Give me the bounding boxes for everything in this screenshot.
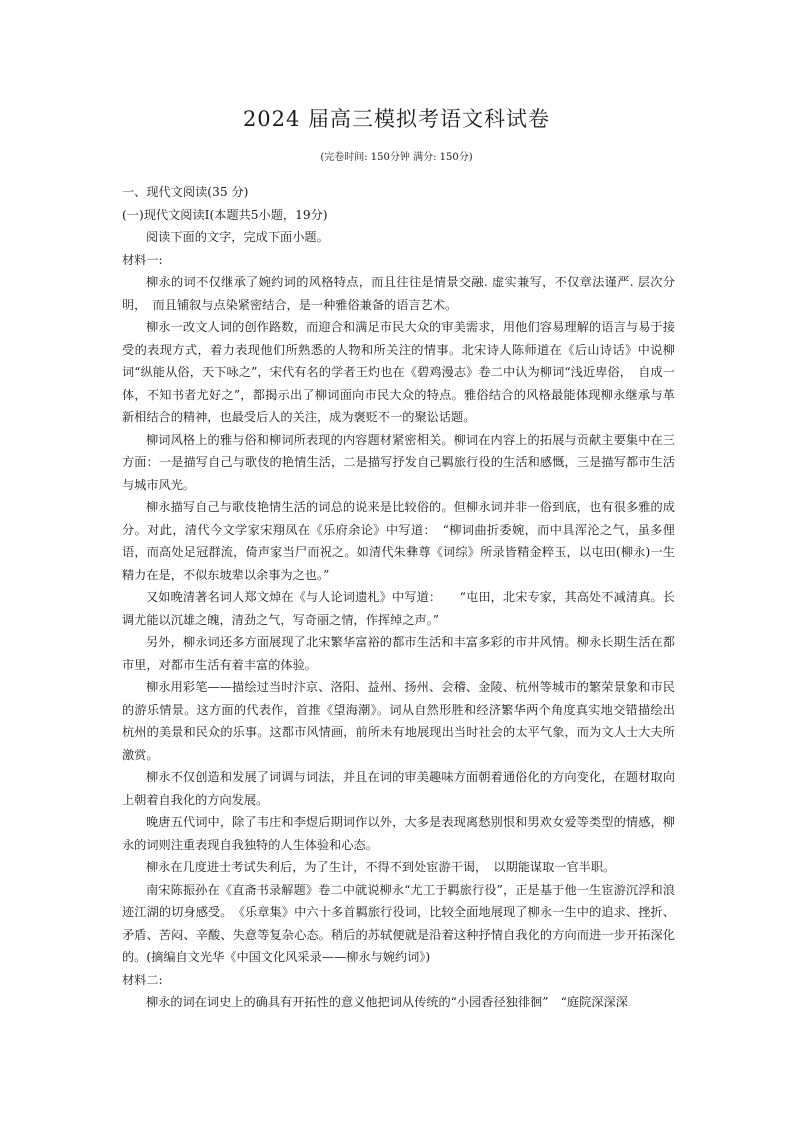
paragraph: 柳永的词不仅继承了婉约词的风格特点，而且往往是情景交融. 虚实兼写，不仅章法谨严. 层次分明， 而且铺叙与点染紧密结合，是一种雅俗兼备的语言艺术。 <box>122 275 675 312</box>
document-body <box>122 181 675 1014</box>
paragraph: 柳词风格上的雅与俗和柳词所表现的内容题材紧密相关。柳词在内容上的拓展与贡献主要集中在三方面：一是描写自己与歌伎的艳情生活，二是描写抒发自己羁旅行役的生活和感慨，三是描写都市生活与城市风光。 <box>122 432 675 492</box>
paragraph: 另外，柳永词还多方面展现了北宋繁华富裕的都市生活和丰富多彩的市井风情。柳永长期生活在都市里，对都市生活有着丰富的体验。 <box>122 635 675 672</box>
subsection-heading: (一)现代文阅读Ⅰ(本题共5小题，19分) <box>122 207 328 222</box>
paragraph: 柳永在几度进士考试失利后，为了生计，不得不到处宦游干谒， 以期能谋取一官半职。 <box>146 860 616 874</box>
exam-time-info: (完卷时间: 150分钟 满分: 150分) <box>320 152 473 163</box>
section-heading: 一、现代文阅读(35 分) <box>122 185 249 199</box>
paragraph: 柳永的词在词史上的确具有开拓性的意义他把词从传统的“小园香径独徘徊” “庭院深深深 <box>146 995 628 1009</box>
instruction: 阅读下面的文字，完成下面小题。 <box>146 230 329 244</box>
paragraph: 南宋陈振孙在《直斋书录解题》卷二中就说柳永“尤工于羁旅行役”，正是基于他一生宦游沉浮和浪迹江湖的切身感受。 《乐章集》中六十多首羁旅行役词，比较全面地展现了柳永一生中的追求、挫折、矛盾、苦闷、辛酸、失意等复杂心态。稍后的苏轼便就是沿着这种抒情自我化的方向而进一步开拓深化的。(摘编自文光华《中国文化风采录——柳永与婉约词》) <box>122 882 675 964</box>
paragraph: 柳永描写自己与歌伎艳情生活的词总的说来是比较俗的。但柳永词并非一俗到底，也有很多雅的成分。对此，清代今文学家宋翔凤在《乐府余论》中写道： “柳词曲折委婉，而中具浑沦之气，虽多俚语，而高处足冠群流，倚声家当尸而祝之。如清代朱彝尊《词综》所录皆精金粹玉，以屯田(柳永)一生精力在是，不似东坡辈以余事为之也。” <box>122 500 675 582</box>
material-label: 材料二: <box>122 972 163 987</box>
paragraph: 柳永一改文人词的创作路数，而迎合和满足市民大众的审美需求，用他们容易理解的语言与易于接受的表现方式，着力表现他们所熟悉的人物和所关注的情事。北宋诗人陈师道在《后山诗话》中说柳词“纵能从俗，天下咏之”，宋代有名的学者王灼也在《碧鸡漫志》卷二中认为柳词“浅近卑俗， 自成一体，不知书者尤好之”，都揭示出了柳词面向市民大众的特点。雅俗结合的风格最能体现柳永继承与革新相结合的精神，也最受后人的关注，成为褒贬不一的聚讼话题。 <box>122 320 675 424</box>
material-label: 材料一: <box>122 252 163 267</box>
paragraph: 晚唐五代词中，除了韦庄和李煜后期词作以外，大多是表现离愁别恨和男欢女爱等类型的情感，柳永的词则注重表现自我独特的人生体验和心态。 <box>122 815 675 852</box>
paragraph: 柳永不仅创造和发展了词调与词法，并且在词的审美趣味方面朝着通俗化的方向变化，在题材取向上朝着自我化的方向发展。 <box>122 770 675 807</box>
paragraph: 又如晚清著名词人郑文焯在《与人论词遗札》中写道： “屯田，北宋专家，其高处不减清真。长调尤能以沉雄之魄，清劲之气，写奇丽之情，作挥绰之声。” <box>122 590 675 627</box>
paragraph: 柳永用彩笔——描绘过当时汴京、洛阳、益州、扬州、会稽、金陵、杭州等城市的繁荣景象和市民的游乐情景。这方面的代表作，首推《望海潮》。词从自然形胜和经济繁华两个角度真实地交错描绘出杭州的美景和民众的乐事。这都市风情画，前所未有地展现出当时社会的太平气象，而为文人士大夫所激赏。 <box>122 680 675 762</box>
page-title: 2024 届高三模拟考语文科试卷 <box>242 107 551 131</box>
